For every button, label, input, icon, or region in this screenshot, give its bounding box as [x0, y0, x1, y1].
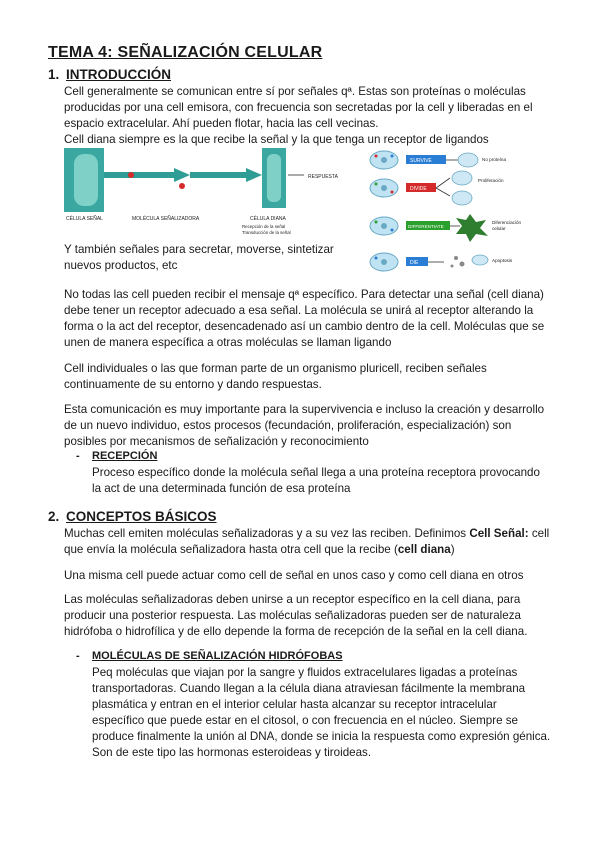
- signal-dot: [391, 155, 394, 158]
- signal-arrow-head-1: [174, 168, 190, 182]
- signal-dot: [375, 183, 378, 186]
- signaling-molecule-label: MOLÉCULA SEÑALIZADORA: [132, 216, 200, 222]
- signal-dot: [391, 191, 394, 194]
- fate-row-survive: [370, 151, 506, 169]
- signal-molecule-dot: [128, 172, 134, 178]
- paragraph-conceptos-2: Una misma cell puede actuar como cell de señal en unos caso y como cell diana en otros: [64, 569, 524, 582]
- differentiated-cell-icon: [456, 214, 488, 242]
- paragraph-intro-3: Y también señales para secretar, moverse, sintetizar nuevos productos, etc: [64, 243, 334, 272]
- signal-dot: [391, 229, 394, 232]
- subheading-recepcion: [76, 450, 157, 462]
- paragraph-intro-5: Cell individuales o las que forman parte de un organismo pluricell, reciben señales continuamente de su entorno y dando respuestas.: [64, 362, 487, 391]
- subheading-hidrofobas: [76, 650, 343, 662]
- outcome-label: Proliferación: [478, 178, 504, 183]
- signal-cell-nucleus: [74, 154, 98, 206]
- fate-row-divide: [370, 171, 504, 205]
- result-cell-icon: [472, 255, 488, 265]
- target-cell-nucleus: [267, 154, 281, 202]
- term-cell-diana: cell diana: [397, 543, 451, 556]
- text-run: Muchas cell emiten moléculas señalizadoras y a su vez las reciben. Definimos: [64, 527, 470, 540]
- fate-row-die: [370, 253, 513, 271]
- section-heading-conceptos: [48, 509, 217, 524]
- result-cell-icon: [452, 191, 472, 205]
- fragment-icon: [451, 265, 454, 268]
- section-title: INTRODUCCIÓN: [66, 67, 171, 82]
- signal-cell-label: CÉLULA SEÑAL: [66, 216, 103, 222]
- signal-arrow-shaft-1: [104, 172, 174, 178]
- figure-signal-to-target: [64, 148, 354, 238]
- section-heading-introduccion: [48, 67, 171, 82]
- section-title: CONCEPTOS BÁSICOS: [66, 509, 217, 524]
- signal-dot: [375, 221, 378, 224]
- paragraph-intro-2: Cell diana siempre es la que recibe la señal y la que tenga un receptor de ligandos: [64, 133, 489, 146]
- result-cell-icon: [458, 153, 478, 167]
- cell-nucleus: [381, 157, 387, 163]
- section-number: 1.: [48, 67, 60, 82]
- outcome-box-label: DIVIDE: [410, 186, 427, 192]
- outcome-arrow: [436, 188, 450, 196]
- outcome-label: Diferenciación: [492, 220, 522, 225]
- paragraph-conceptos-3: Las moléculas señalizadoras deben unirse a un receptor específico en la cell diana, para producir una posterior respuesta. Las moléculas señalizadoras pueden ser de naturaleza hidrófoba o hidrofílica y de ello depende la forma de recepción de la señal en la cell diana.: [64, 593, 528, 638]
- subheading-label: MOLÉCULAS DE SEÑALIZACIÓN HIDRÓFOBAS: [92, 650, 343, 662]
- signal-dot: [375, 257, 378, 260]
- response-label: RESPUESTA: [308, 174, 338, 180]
- reception-label: Recepción de la señal: [242, 224, 286, 229]
- target-cell-label: CÉLULA DIANA: [250, 216, 286, 222]
- signal-arrow-shaft-2: [190, 172, 246, 178]
- paragraph-intro-4: No todas las cell pueden recibir el mensaje qª específico. Para detectar una señal (cell diana) debe tener un receptor adecuado a esa señal. La molécula se unirá al receptor alterando la forma o la act del receptor, desencadenado así un cambio dentro de la cell. Moléculas que se unen de manera específica a otras moléculas se llaman ligando: [64, 288, 545, 349]
- page-title: TEMA 4: SEÑALIZACIÓN CELULAR: [48, 44, 323, 61]
- term-cell-senal: Cell Señal:: [469, 527, 529, 540]
- signal-molecule-dot: [179, 183, 185, 189]
- bullet-dash: -: [76, 650, 80, 662]
- signal-dot: [375, 155, 378, 158]
- subheading-label: RECEPCIÓN: [92, 450, 158, 462]
- outcome-label: No proteína: [482, 157, 507, 162]
- fragment-icon: [460, 262, 465, 267]
- paragraph-hidrofobas: Peq moléculas que viajan por la sangre y fluidos extracelulares ligadas a proteínas transportadoras. Cuando llegan a la célula diana atraviesan fácilmente la membrana plasmática y entran en el interior celular hasta alcanzar su receptor intracelular específico que puede estar en el citosol, o con frecuencia en el núcleo. Siempre se produce finalmente la unión al DNA, donde se inicia la respuesta como expresión génica. Son de este tipo las hormonas esteroideas y tiroideas.: [92, 666, 551, 759]
- text-run: ): [450, 543, 455, 556]
- signal-arrow-head-2: [246, 168, 262, 182]
- fate-row-differentiate: [370, 214, 522, 242]
- fragment-icon: [454, 256, 458, 260]
- outcome-box-label: DIFFERENTIATE: [408, 224, 444, 229]
- paragraph-intro-1: Cell generalmente se comunican entre sí por señales qª. Estas son proteínas o moléculas producidas por una cell emisora, con frecuencia son secretadas por la cell y liberadas en el espacio extracelular. Ahí pueden flotar, hacia las cell vecinas.: [64, 85, 533, 130]
- cell-nucleus: [381, 259, 387, 265]
- outcome-label: Apoptosis: [492, 258, 513, 263]
- outcome-box-label: SURVIVE: [410, 158, 432, 164]
- outcome-label: celular: [492, 226, 506, 231]
- transduction-label: Transducción de la señal: [242, 230, 291, 235]
- outcome-box-label: DIE: [410, 260, 419, 266]
- result-cell-icon: [452, 171, 472, 185]
- text-run: cell que envía la molécula señalizadora hasta otra cell que la recibe (: [64, 527, 550, 556]
- outcome-arrow: [436, 178, 450, 188]
- cell-nucleus: [381, 185, 387, 191]
- paragraph-conceptos-1: [64, 526, 554, 558]
- section-number: 2.: [48, 509, 60, 524]
- cell-nucleus: [381, 223, 387, 229]
- figure-cell-fates: [366, 148, 546, 278]
- paragraph-intro-6: Esta comunicación es muy importante para la supervivencia e incluso la creación y desarrollo de un nuevo individuo, estos procesos (fecundación, proliferación, especialización) son posibles por mecanismos de señalización y reconocimiento: [64, 403, 545, 448]
- bullet-dash: -: [76, 450, 80, 462]
- paragraph-recepcion: Proceso específico donde la molécula señal llega a una proteína receptora provocando la act de una determinada función de esa proteína: [92, 466, 540, 495]
